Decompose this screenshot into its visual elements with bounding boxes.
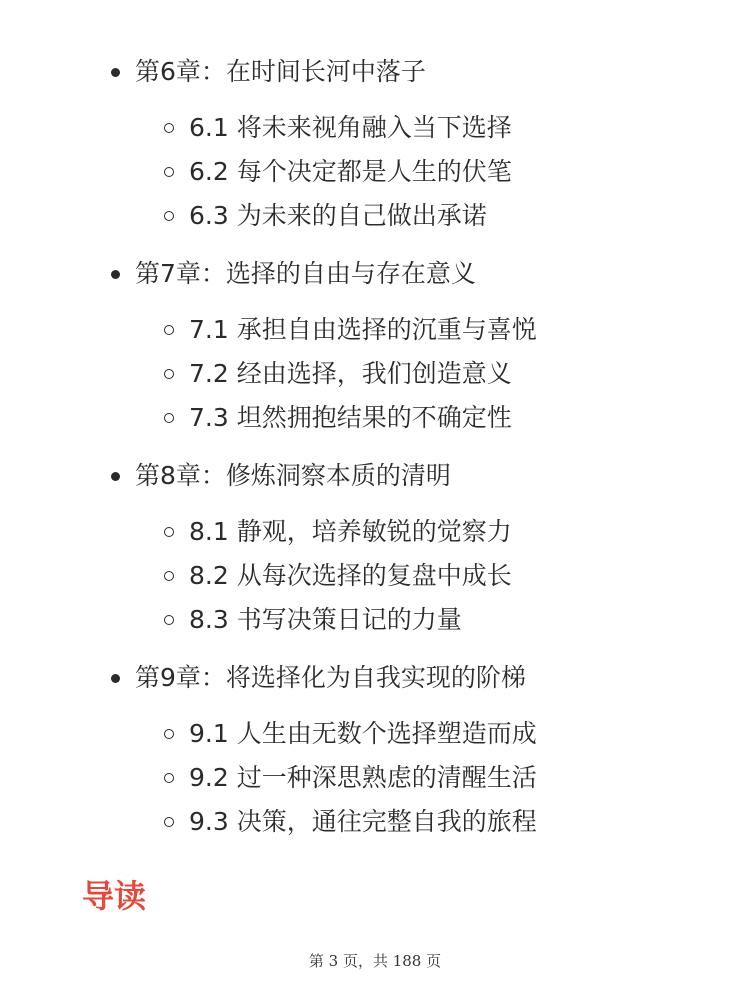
section-item <box>0 756 750 800</box>
section-title: 7.1 承担自由选择的沉重与喜悦 <box>189 315 537 344</box>
section-item <box>0 352 750 396</box>
section-item <box>0 106 750 150</box>
hollow-bullet-icon <box>164 615 174 625</box>
hollow-bullet-icon <box>164 527 174 537</box>
bullet-icon <box>111 68 120 77</box>
bullet-icon <box>111 472 120 481</box>
chapter-6 <box>0 48 750 238</box>
chapter-item <box>0 654 750 702</box>
chapter-item <box>0 48 750 96</box>
section-item <box>0 396 750 440</box>
hollow-bullet-icon <box>164 369 174 379</box>
chapter-8 <box>0 452 750 642</box>
section-item <box>0 598 750 642</box>
section-item <box>0 554 750 598</box>
chapter-title: 第8章：修炼洞察本质的清明 <box>135 461 451 490</box>
hollow-bullet-icon <box>164 413 174 423</box>
section-list <box>0 712 750 844</box>
hollow-bullet-icon <box>164 773 174 783</box>
chapter-title: 第9章：将选择化为自我实现的阶梯 <box>135 663 526 692</box>
hollow-bullet-icon <box>164 571 174 581</box>
chapter-9 <box>0 654 750 844</box>
section-item <box>0 194 750 238</box>
hollow-bullet-icon <box>164 211 174 221</box>
hollow-bullet-icon <box>164 325 174 335</box>
section-title: 6.3 为未来的自己做出承诺 <box>189 201 487 230</box>
section-title: 6.1 将未来视角融入当下选择 <box>189 113 512 142</box>
section-item <box>0 510 750 554</box>
page-footer: 第 3 页，共 188 页 <box>308 952 442 970</box>
section-title: 8.1 静观，培养敏锐的觉察力 <box>189 517 512 546</box>
section-item <box>0 150 750 194</box>
hollow-bullet-icon <box>164 817 174 827</box>
chapter-title: 第6章：在时间长河中落子 <box>135 57 426 86</box>
section-list <box>0 106 750 238</box>
section-heading: 导读 <box>82 877 147 915</box>
chapter-item <box>0 250 750 298</box>
section-title: 9.3 决策，通往完整自我的旅程 <box>189 807 537 836</box>
section-title: 9.1 人生由无数个选择塑造而成 <box>189 719 537 748</box>
hollow-bullet-icon <box>164 123 174 133</box>
hollow-bullet-icon <box>164 729 174 739</box>
section-title: 6.2 每个决定都是人生的伏笔 <box>189 157 512 186</box>
section-item <box>0 308 750 352</box>
section-item <box>0 712 750 756</box>
chapter-title: 第7章：选择的自由与存在意义 <box>135 259 476 288</box>
chapter-item <box>0 452 750 500</box>
hollow-bullet-icon <box>164 167 174 177</box>
chapter-7 <box>0 250 750 440</box>
bullet-icon <box>111 674 120 683</box>
section-title: 7.2 经由选择，我们创造意义 <box>189 359 512 388</box>
section-title: 8.2 从每次选择的复盘中成长 <box>189 561 512 590</box>
section-item <box>0 800 750 844</box>
bullet-icon <box>111 270 120 279</box>
section-title: 9.2 过一种深思熟虑的清醒生活 <box>189 763 537 792</box>
section-title: 8.3 书写决策日记的力量 <box>189 605 462 634</box>
section-list <box>0 510 750 642</box>
section-title: 7.3 坦然拥抱结果的不确定性 <box>189 403 512 432</box>
table-of-contents <box>0 48 750 856</box>
section-list <box>0 308 750 440</box>
